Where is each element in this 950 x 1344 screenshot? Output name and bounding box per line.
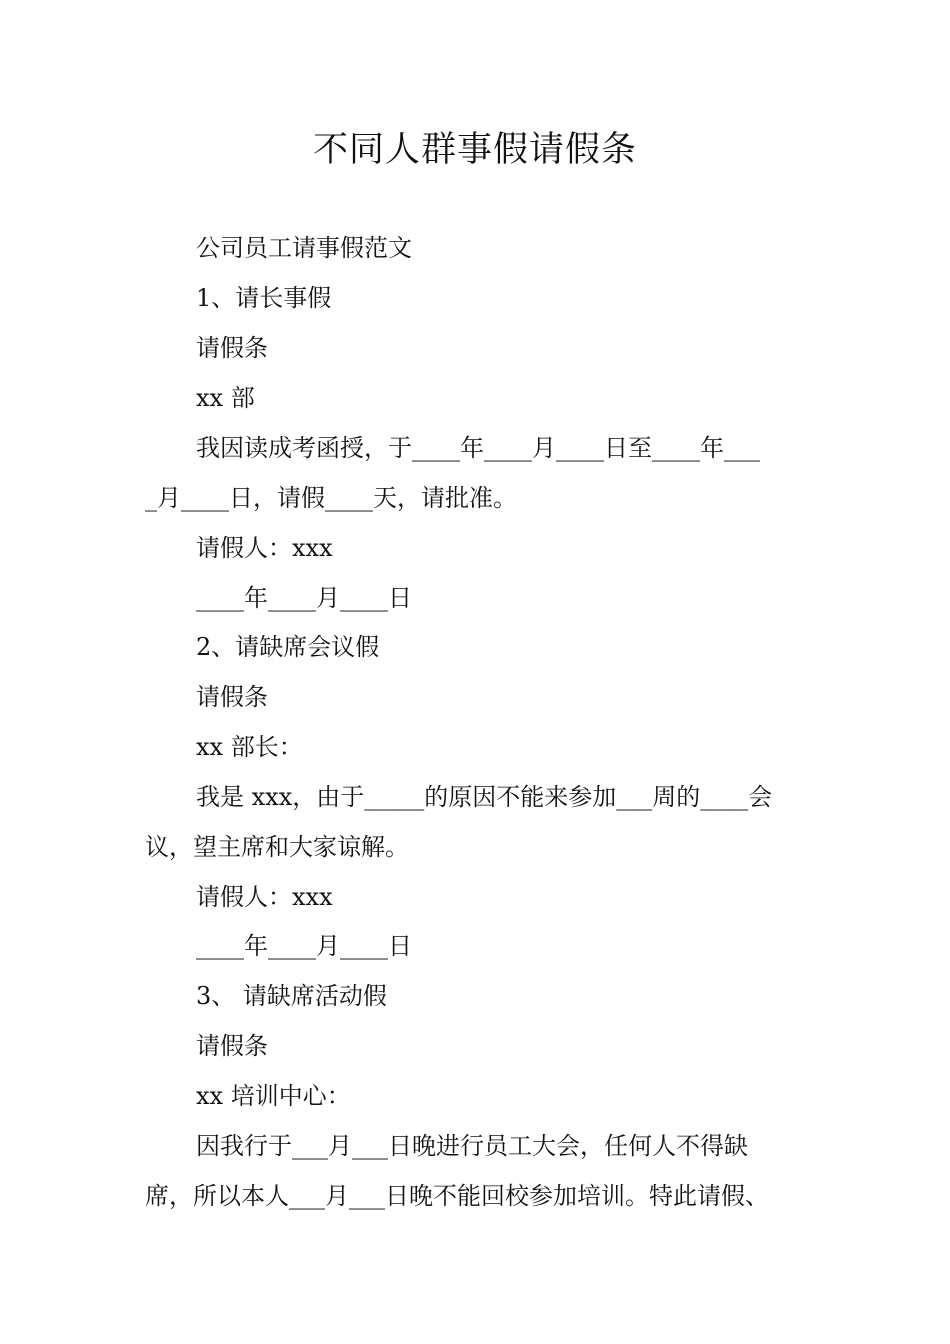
body-paragraph: 因我行于___月___日晚进行员工大会，任何人不得缺 xyxy=(196,1132,748,1160)
note-title: 请假条 xyxy=(196,1032,268,1060)
date-line: ____年____月____日 xyxy=(196,584,412,612)
item-heading: 1、请长事假 xyxy=(196,284,332,312)
recipient: xx 部长： xyxy=(196,733,303,761)
section-heading: 公司员工请事假范文 xyxy=(196,234,412,262)
recipient: xx 培训中心： xyxy=(196,1082,351,1110)
signature: 请假人：xxx xyxy=(196,534,333,562)
body-paragraph: 我因读成考函授，于____年____月____日至____年___ xyxy=(196,434,760,462)
recipient: xx 部 xyxy=(196,384,255,412)
body-continuation: 席，所以本人___月___日晚不能回校参加培训。特此请假、 xyxy=(145,1182,769,1210)
signature: 请假人：xxx xyxy=(196,883,333,911)
item-heading: 3、 请缺席活动假 xyxy=(196,982,387,1010)
body-paragraph: 我是 xxx，由于_____的原因不能来参加___周的____会 xyxy=(196,783,773,811)
body-continuation: 议，望主席和大家谅解。 xyxy=(145,833,409,861)
document-title: 不同人群事假请假条 xyxy=(312,130,637,170)
note-title: 请假条 xyxy=(196,334,268,362)
item-heading: 2、请缺席会议假 xyxy=(196,633,380,661)
date-line: ____年____月____日 xyxy=(196,932,412,960)
note-title: 请假条 xyxy=(196,683,268,711)
body-continuation: _月____日，请假____天，请批准。 xyxy=(145,484,517,512)
